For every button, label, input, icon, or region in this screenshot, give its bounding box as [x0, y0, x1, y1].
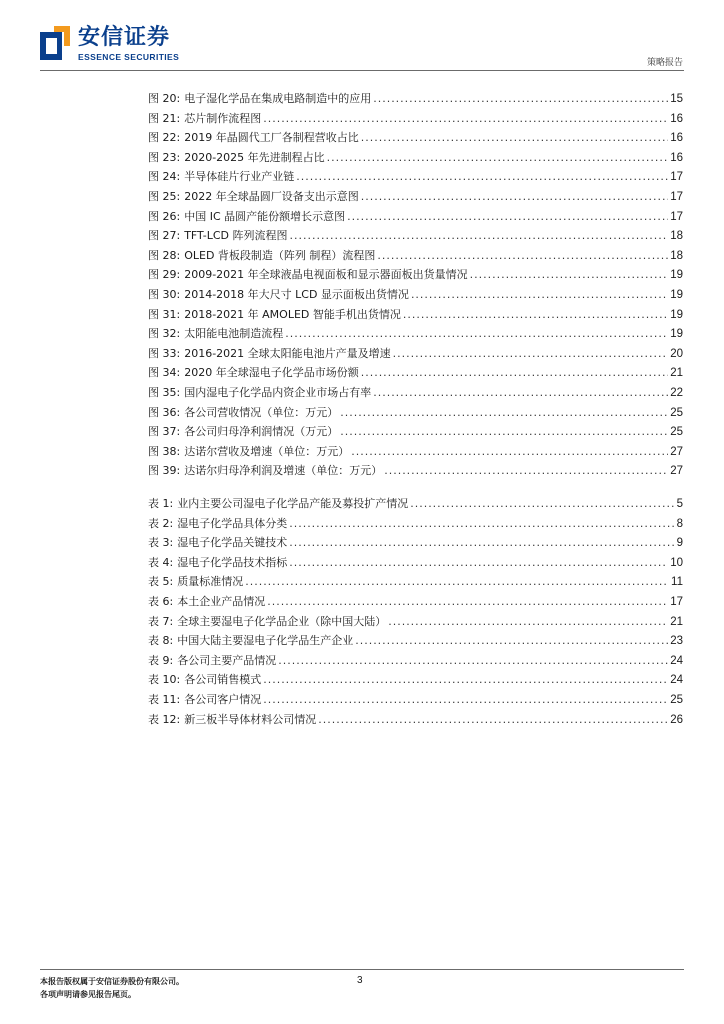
entry-title: 各公司归母净利润情况（万元） — [184, 425, 339, 439]
entry-title: 2020 年全球湿电子化学品市场份额 — [184, 366, 359, 380]
entry-label: 表 4: — [148, 555, 174, 569]
dot-leader — [470, 265, 669, 285]
entry-label: 图 39: — [148, 464, 181, 478]
entry-title: 业内主要公司湿电子化学品产能及募投扩产情况 — [177, 497, 409, 510]
entry-label: 图 31: — [148, 307, 181, 321]
company-logo — [40, 26, 179, 62]
table-toc-entry[interactable] — [148, 690, 683, 710]
header-divider — [40, 70, 684, 71]
entry-label: 图 32: — [148, 327, 181, 341]
entry-label: 图 25: — [148, 189, 181, 203]
table-toc-entry[interactable] — [148, 710, 683, 730]
dot-leader — [340, 422, 668, 442]
entry-title: 太阳能电池制造流程 — [184, 327, 284, 341]
dot-leader — [290, 226, 669, 246]
entry-title: 全球主要湿电子化学品企业（除中国大陆） — [177, 614, 387, 628]
entry-page-number: 16 — [670, 132, 683, 145]
entry-title: 2019 年晶圆代工厂各制程营收占比 — [184, 131, 359, 145]
dot-leader — [361, 128, 669, 148]
entry-page-number: 17 — [670, 595, 683, 608]
entry-label: 图 36: — [148, 405, 181, 419]
logo-english-name: ESSENCE SECURITIES — [78, 52, 180, 62]
figure-toc-entry[interactable] — [148, 128, 683, 148]
entry-label: 表 10: — [148, 673, 181, 687]
figure-toc-entry[interactable] — [148, 226, 683, 246]
dot-leader — [361, 187, 669, 207]
entry-page-number: 10 — [670, 556, 683, 569]
entry-title: 达诺尔营收及增速（单位：万元） — [184, 444, 350, 458]
entry-label: 图 20: — [148, 92, 181, 105]
entry-page-number: 5 — [676, 498, 683, 510]
entry-label: 图 34: — [148, 366, 181, 380]
entry-label: 图 23: — [148, 150, 181, 164]
entry-title: 湿电子化学品技术指标 — [177, 555, 288, 569]
table-toc-entry[interactable] — [148, 631, 683, 651]
entry-title: 芯片制作流程图 — [184, 111, 262, 125]
entry-title: 2014-2018 年大尺寸 LCD 显示面板出货情况 — [184, 287, 409, 301]
table-toc-entry[interactable] — [148, 494, 683, 514]
entry-label: 表 2: — [148, 516, 174, 530]
figure-toc-entry[interactable] — [148, 167, 683, 187]
entry-title: 半导体硅片行业产业链 — [184, 170, 295, 184]
entry-label: 图 24: — [148, 170, 181, 184]
entry-label: 图 30: — [148, 287, 181, 301]
disclaimer-line: 各项声明请参见报告尾页。 — [40, 990, 136, 999]
entry-page-number: 21 — [670, 367, 683, 380]
entry-title: 新三板半导体材料公司情况 — [184, 712, 317, 726]
entry-page-number: 24 — [670, 654, 683, 667]
entry-title: 质量标准情况 — [177, 575, 244, 589]
entry-title: 国内湿电子化学品内资企业市场占有率 — [184, 385, 372, 399]
figure-toc-entry[interactable] — [148, 461, 683, 481]
entry-title: 达诺尔归母净利润及增速（单位：万元） — [184, 464, 383, 478]
dot-leader — [285, 324, 668, 344]
essence-securities-logo-icon — [40, 26, 70, 60]
dot-leader — [361, 363, 669, 383]
entry-label: 表 9: — [148, 653, 174, 667]
figure-toc-entry[interactable] — [148, 207, 683, 227]
dot-leader — [347, 207, 668, 227]
dot-leader — [377, 246, 668, 266]
entry-label: 图 21: — [148, 111, 181, 125]
entry-page-number: 18 — [670, 249, 683, 262]
entry-title: TFT-LCD 阵列流程图 — [184, 229, 288, 243]
table-toc-entry[interactable] — [148, 670, 683, 690]
entry-label: 表 3: — [148, 536, 174, 550]
table-toc-entry[interactable] — [148, 612, 683, 632]
entry-title: 本土企业产品情况 — [177, 594, 266, 608]
entry-title: 电子湿化学品在集成电路制造中的应用 — [184, 92, 372, 105]
figure-toc-entry[interactable] — [148, 422, 683, 442]
entry-page-number: 25 — [670, 426, 683, 439]
entry-label: 图 29: — [148, 268, 181, 282]
entry-page-number: 20 — [670, 347, 683, 360]
entry-page-number: 16 — [670, 151, 683, 164]
table-toc-entry[interactable] — [148, 553, 683, 573]
entry-page-number: 16 — [670, 112, 683, 125]
entry-page-number: 8 — [676, 517, 683, 530]
entry-page-number: 17 — [670, 190, 683, 203]
entry-title: 2020-2025 年先进制程占比 — [184, 150, 325, 164]
dot-leader — [340, 403, 668, 423]
figure-toc-entry[interactable] — [148, 324, 683, 344]
entry-page-number: 18 — [670, 230, 683, 243]
entry-label: 表 1: — [148, 497, 174, 510]
logo-chinese-name: 安信证券 — [78, 25, 171, 50]
copyright-line: 本报告版权属于安信证券股份有限公司。 — [40, 977, 184, 986]
dot-leader — [245, 572, 669, 592]
figure-toc-entry[interactable] — [148, 383, 683, 403]
entry-label: 表 5: — [148, 575, 174, 589]
figure-toc-entry[interactable] — [148, 187, 683, 207]
figure-toc-entry[interactable] — [148, 89, 683, 109]
entry-page-number: 17 — [670, 210, 683, 223]
dot-leader — [296, 167, 668, 187]
entry-page-number: 27 — [670, 445, 683, 458]
entry-page-number: 19 — [670, 328, 683, 341]
entry-title: 2016-2021 全球太阳能电池片产量及增速 — [184, 346, 391, 360]
entry-page-number: 17 — [670, 171, 683, 184]
entry-label: 图 38: — [148, 444, 181, 458]
dot-leader — [388, 612, 668, 632]
entry-title: 2009-2021 年全球液晶电视面板和显示器面板出货量情况 — [184, 268, 468, 282]
table-toc-entry[interactable] — [148, 592, 683, 612]
dot-leader — [263, 670, 668, 690]
entry-title: 中国大陆主要湿电子化学品生产企业 — [177, 634, 354, 648]
entry-page-number: 21 — [670, 615, 683, 628]
dot-leader — [318, 710, 668, 730]
dot-leader — [289, 533, 674, 553]
figure-toc-entry[interactable] — [148, 305, 683, 325]
table-toc-entry[interactable] — [148, 572, 683, 592]
entry-page-number: 15 — [670, 93, 683, 105]
entry-page-number: 23 — [670, 635, 683, 648]
figure-toc-entry[interactable] — [148, 442, 683, 462]
entry-title: 2018-2021 年 AMOLED 智能手机出货情况 — [184, 307, 401, 321]
entry-label: 表 7: — [148, 614, 174, 628]
dot-leader — [373, 383, 668, 403]
figure-toc-entry[interactable] — [148, 109, 683, 129]
entry-title: OLED 背板段制造（阵列 制程）流程图 — [184, 248, 376, 262]
entry-label: 表 11: — [148, 692, 181, 706]
copyright-notice — [40, 975, 184, 1001]
table-toc-entry[interactable] — [148, 651, 683, 671]
table-list — [148, 494, 683, 729]
dot-leader — [373, 89, 668, 109]
dot-leader — [278, 651, 668, 671]
entry-label: 图 22: — [148, 131, 181, 145]
figure-toc-entry[interactable] — [148, 265, 683, 285]
entry-label: 表 12: — [148, 712, 181, 726]
dot-leader — [263, 109, 668, 129]
entry-title: 各公司主要产品情况 — [177, 653, 277, 667]
entry-title: 湿电子化学品关键技术 — [177, 536, 288, 550]
entry-label: 图 26: — [148, 209, 181, 223]
table-toc-entry[interactable] — [148, 514, 683, 534]
figure-toc-entry[interactable] — [148, 148, 683, 168]
entry-page-number: 27 — [670, 465, 683, 478]
dot-leader — [327, 148, 669, 168]
entry-page-number: 25 — [670, 693, 683, 706]
dot-leader — [289, 514, 674, 534]
entry-title: 2022 年全球晶圆厂设备支出示意图 — [184, 189, 359, 203]
entry-title: 湿电子化学品具体分类 — [177, 516, 288, 530]
entry-title: 各公司营收情况（单位：万元） — [184, 405, 339, 419]
dot-leader — [267, 592, 668, 612]
figure-toc-entry[interactable] — [148, 363, 683, 383]
entry-title: 中国 IC 晶圆产能份额增长示意图 — [184, 209, 346, 223]
page-header — [0, 0, 724, 80]
entry-label: 图 27: — [148, 229, 181, 243]
entry-page-number: 19 — [670, 308, 683, 321]
entry-label: 图 28: — [148, 248, 181, 262]
entry-page-number: 24 — [670, 674, 683, 687]
dot-leader — [263, 690, 668, 710]
entry-page-number: 25 — [670, 406, 683, 419]
entry-page-number: 11 — [671, 576, 683, 589]
entry-label: 图 33: — [148, 346, 181, 360]
report-type-label: 策略报告 — [646, 58, 683, 68]
entry-label: 图 35: — [148, 385, 181, 399]
entry-title: 各公司客户情况 — [184, 692, 262, 706]
dot-leader — [355, 631, 668, 651]
entry-page-number: 9 — [676, 537, 683, 550]
page-number: 3 — [357, 975, 363, 986]
entry-label: 表 6: — [148, 594, 174, 608]
dot-leader — [384, 461, 668, 481]
entry-page-number: 19 — [670, 269, 683, 282]
table-toc-entry[interactable] — [148, 533, 683, 553]
figure-toc-entry[interactable] — [148, 344, 683, 364]
dot-leader — [351, 442, 668, 462]
dot-leader — [289, 553, 668, 573]
dot-leader — [393, 344, 669, 364]
dot-leader — [410, 494, 674, 514]
entry-page-number: 19 — [670, 288, 683, 301]
figure-toc-entry[interactable] — [148, 403, 683, 423]
figure-toc-entry[interactable] — [148, 285, 683, 305]
dot-leader — [411, 285, 668, 305]
figure-list — [148, 89, 683, 481]
entry-page-number: 26 — [670, 713, 683, 726]
entry-label: 表 8: — [148, 634, 174, 648]
entry-page-number: 22 — [670, 386, 683, 399]
entry-title: 各公司销售模式 — [184, 673, 262, 687]
entry-label: 图 37: — [148, 425, 181, 439]
figure-toc-entry[interactable] — [148, 246, 683, 266]
dot-leader — [403, 305, 668, 325]
footer-divider — [40, 969, 684, 970]
